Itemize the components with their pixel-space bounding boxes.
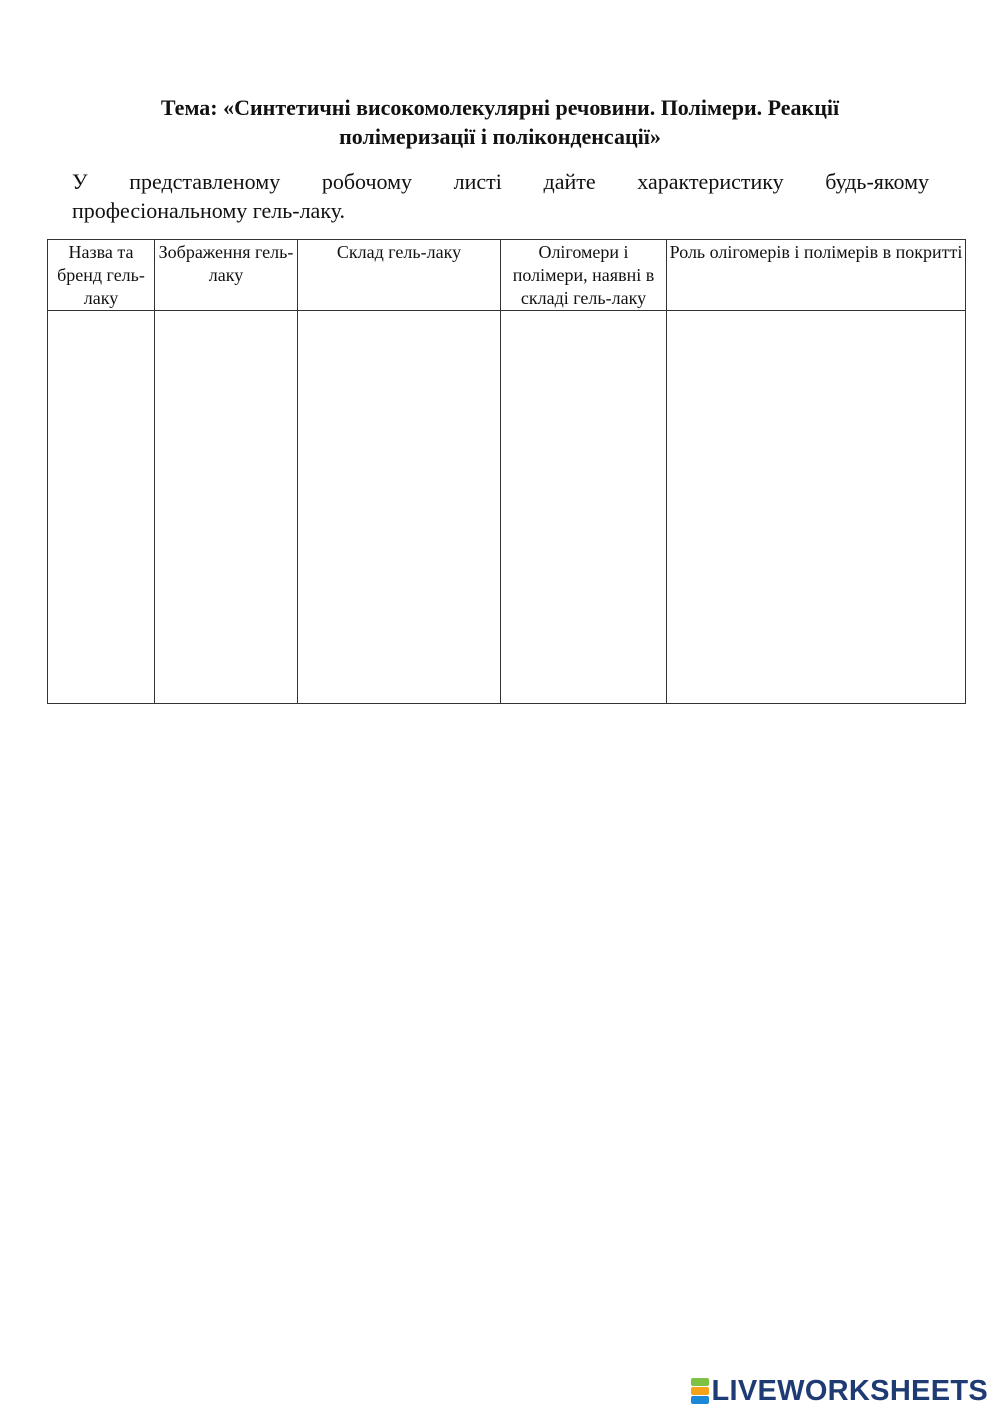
liveworksheets-logo [691, 1374, 989, 1408]
worksheet-table [47, 239, 966, 704]
cell-name-brand[interactable] [48, 311, 155, 704]
table-header-row [48, 240, 966, 311]
logo-text: LIVEWORKSHEETS [711, 1374, 988, 1407]
cell-role[interactable] [667, 311, 966, 704]
header-role: Роль олігомерів і полімерів в покритті [667, 240, 966, 311]
table-row [48, 311, 966, 704]
cell-image[interactable] [155, 311, 298, 704]
liveworksheets-logo-icon [691, 1377, 709, 1405]
header-composition: Склад гель-лаку [298, 240, 501, 311]
logo-mark-bar-3 [691, 1396, 709, 1404]
header-image: Зображення гель-лаку [155, 240, 298, 311]
header-name-brand: Назва та бренд гель-лаку [48, 240, 155, 311]
logo-mark-bar-2 [691, 1387, 709, 1395]
page-title-line-2: полімеризації і поліконденсації» [339, 124, 661, 149]
instruction-line-2: професіональному гель-лаку. [72, 198, 345, 223]
header-oligomers-polymers: Олігомери і полімери, наявні в складі гель-лаку [501, 240, 667, 311]
page-title-line-1: Тема: «Синтетичні високомолекулярні речовини. Полімери. Реакції [160, 95, 840, 120]
page-title [60, 93, 940, 151]
cell-oligomers-polymers[interactable] [501, 311, 667, 704]
logo-mark-bar-1 [691, 1378, 709, 1386]
instruction-text [72, 167, 929, 225]
cell-composition[interactable] [298, 311, 501, 704]
instruction-line-1: У представленому робочому листі дайте характеристику будь-якому [72, 169, 929, 194]
